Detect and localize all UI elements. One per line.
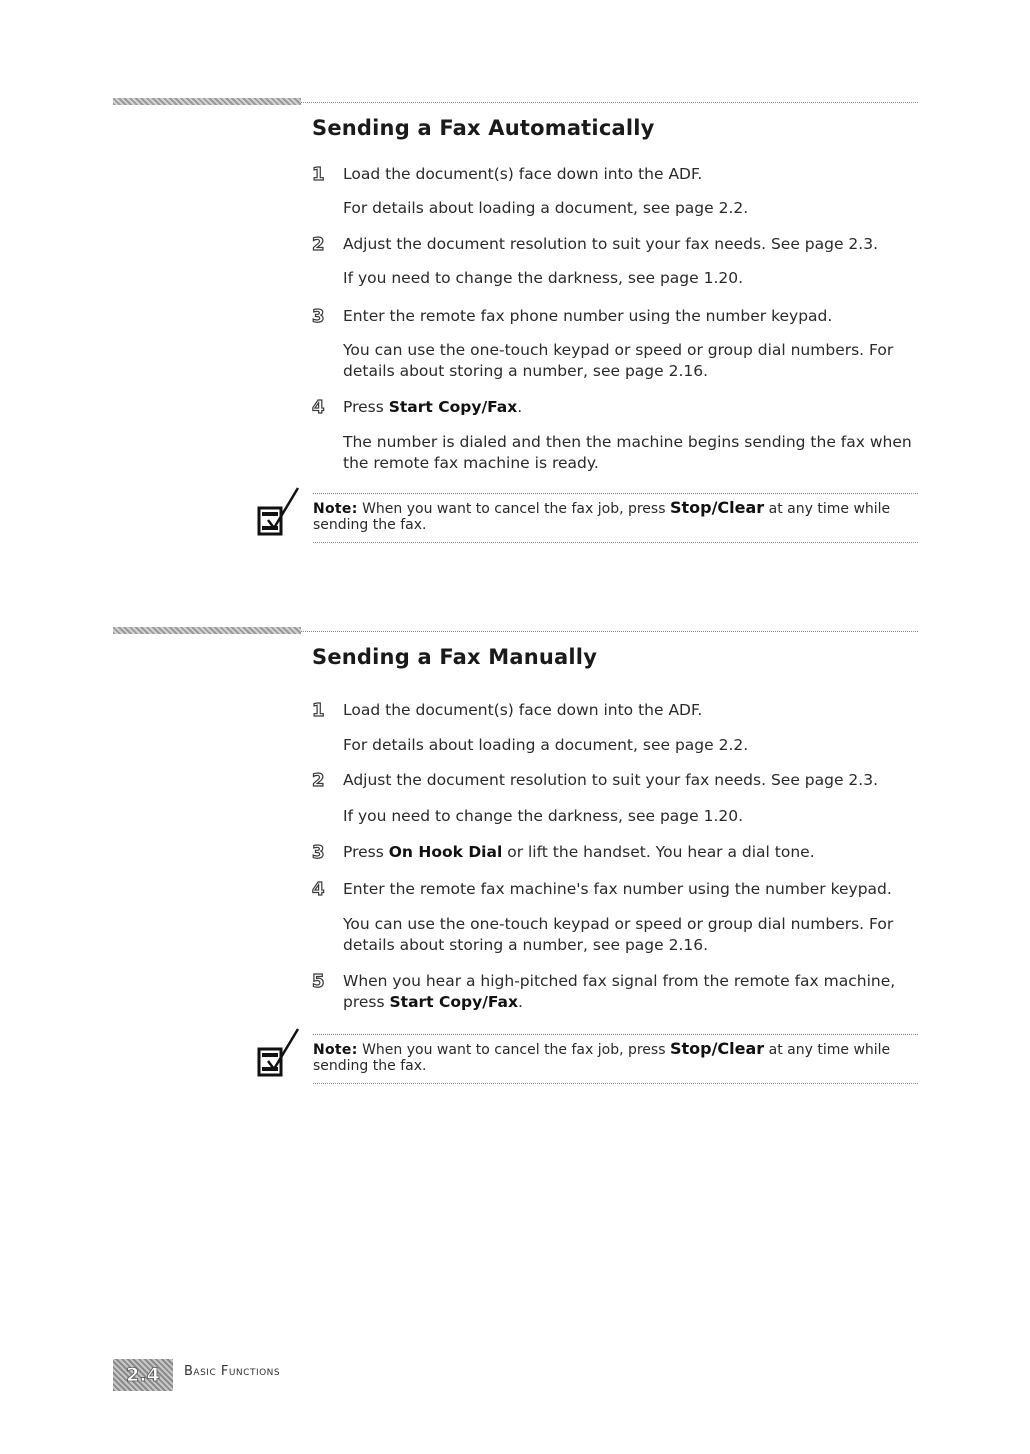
- step-item: [312, 971, 922, 1013]
- step-text: Press On Hook Dial or lift the handset. You hear a dial tone.: [343, 843, 815, 861]
- page-number-badge: [113, 1359, 173, 1391]
- step-text: Enter the remote fax phone number using the number keypad.: [343, 307, 833, 325]
- note-text: Note: When you want to cancel the fax job, press Stop/Clear at any time while sending the fax.: [313, 498, 891, 533]
- step-item: [312, 234, 922, 255]
- step-detail: You can use the one-touch keypad or speed or group dial numbers. For details about storing a number, see page 2.16.: [343, 915, 894, 954]
- chapter-label: Basic Functions: [184, 1364, 281, 1379]
- note-rule-bottom: [313, 1083, 918, 1084]
- section-title: Sending a Fax Manually: [312, 645, 598, 669]
- step-number: 2: [312, 234, 325, 255]
- button-name: Stop/Clear: [669, 1039, 765, 1058]
- step-number: 4: [312, 879, 325, 900]
- section-bar: [113, 98, 301, 105]
- step-item: [312, 842, 922, 863]
- step-text: Adjust the document resolution to suit your fax needs. See page 2.3.: [343, 771, 878, 789]
- step-number: 4: [312, 397, 325, 418]
- button-name: Stop/Clear: [669, 498, 765, 517]
- note-label: Note: [313, 501, 352, 517]
- section-rule: [301, 631, 918, 632]
- note-label: Note: [313, 1042, 352, 1058]
- section-bar: [113, 627, 301, 634]
- note-rule-bottom: [313, 542, 918, 543]
- step-number: 1: [312, 700, 325, 721]
- section-title: Sending a Fax Automatically: [312, 116, 655, 140]
- step-detail: The number is dialed and then the machine begins sending the fax when the remote fax machine is ready.: [343, 433, 912, 472]
- step-number: 1: [312, 164, 325, 185]
- button-name: Start Copy/Fax: [388, 398, 518, 416]
- note-rule-top: [313, 1034, 918, 1035]
- step-item: [312, 770, 922, 791]
- step-item: [312, 306, 922, 327]
- step-text: Press Start Copy/Fax.: [343, 398, 523, 416]
- button-name: On Hook Dial: [388, 843, 503, 861]
- step-item: [312, 879, 922, 900]
- step-text: When you hear a high-pitched fax signal from the remote fax machine, press Start Copy/Fax.: [343, 972, 896, 1011]
- step-item: [312, 164, 922, 185]
- step-number: 5: [312, 971, 325, 992]
- step-text: Enter the remote fax machine's fax number using the number keypad.: [343, 880, 892, 898]
- step-detail: If you need to change the darkness, see page 1.20.: [343, 807, 744, 825]
- step-text: Load the document(s) face down into the ADF.: [343, 701, 703, 719]
- page-number: 2.4: [126, 1364, 160, 1386]
- step-detail: You can use the one-touch keypad or speed or group dial numbers. For details about storing a number, see page 2.16.: [343, 341, 894, 380]
- step-text: Load the document(s) face down into the ADF.: [343, 165, 703, 183]
- step-detail: For details about loading a document, see page 2.2.: [343, 199, 749, 217]
- note-pencil-icon: [256, 486, 302, 538]
- note-pencil-icon: [256, 1027, 302, 1079]
- step-item: [312, 397, 922, 418]
- note-rule-top: [313, 493, 918, 494]
- step-number: 3: [312, 306, 325, 327]
- step-item: [312, 700, 922, 721]
- step-detail: For details about loading a document, see page 2.2.: [343, 736, 749, 754]
- section-rule: [301, 102, 918, 103]
- step-number: 3: [312, 842, 325, 863]
- step-text: Adjust the document resolution to suit your fax needs. See page 2.3.: [343, 235, 878, 253]
- step-detail: If you need to change the darkness, see page 1.20.: [343, 269, 744, 287]
- button-name: Start Copy/Fax: [389, 993, 519, 1011]
- note-text: Note: When you want to cancel the fax job, press Stop/Clear at any time while sending the fax.: [313, 1039, 891, 1074]
- step-number: 2: [312, 770, 325, 791]
